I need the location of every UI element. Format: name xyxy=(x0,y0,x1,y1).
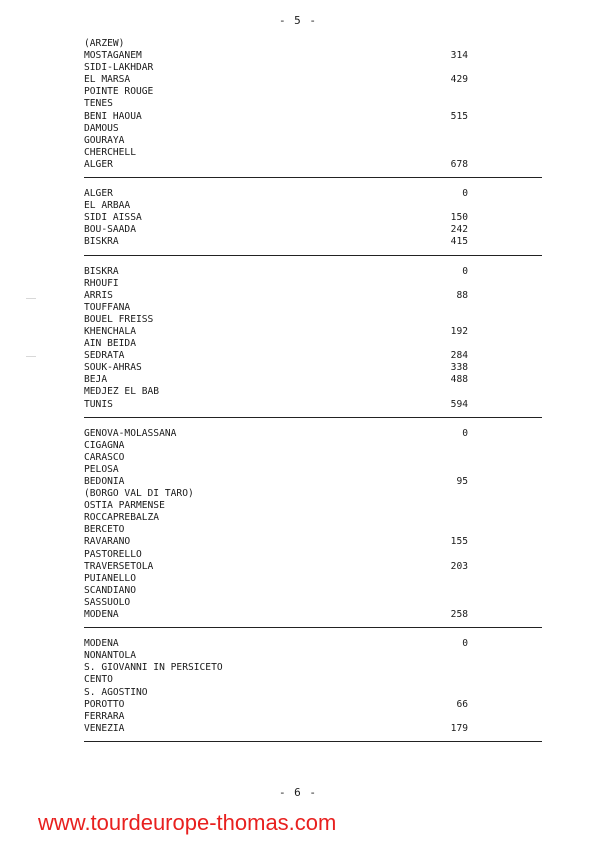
route-entry xyxy=(84,476,542,488)
route-entry xyxy=(84,699,542,711)
place-name: FERRARA xyxy=(84,710,125,722)
place-name: CHERCHELL xyxy=(84,146,136,158)
scan-mark xyxy=(26,298,36,299)
route-entry xyxy=(84,188,542,200)
distance-km: 0 xyxy=(462,638,468,650)
distance-km: 203 xyxy=(450,560,468,572)
distance-km: 95 xyxy=(456,476,468,487)
route-entry xyxy=(84,266,542,278)
route-entry xyxy=(84,573,542,585)
distance-km: 0 xyxy=(462,188,468,200)
route-entry xyxy=(84,236,542,248)
route-entry xyxy=(84,147,542,159)
place-name: PASTORELLO xyxy=(84,548,142,560)
section-divider xyxy=(84,255,542,256)
route-entry xyxy=(84,524,542,536)
route-section xyxy=(84,266,542,411)
place-name: SIDI AISSA xyxy=(84,212,142,224)
page-number-top: - 5 - xyxy=(278,14,318,27)
website-url[interactable]: www.tourdeurope-thomas.com xyxy=(38,810,337,835)
route-entry xyxy=(84,488,542,500)
place-name: MODENA xyxy=(84,638,119,650)
route-entry xyxy=(84,290,542,302)
distance-km: 314 xyxy=(450,50,468,62)
distance-km: 515 xyxy=(450,110,468,122)
route-entry xyxy=(84,98,542,110)
route-entry xyxy=(84,224,542,236)
route-entry xyxy=(84,464,542,476)
distance-km: 150 xyxy=(450,212,468,224)
route-entry xyxy=(84,500,542,512)
place-name: MEDJEZ EL BAB xyxy=(84,386,160,398)
route-entry xyxy=(84,111,542,123)
route-entry xyxy=(84,536,542,548)
route-entry xyxy=(84,74,542,86)
route-entry xyxy=(84,135,542,147)
distance-km: 0 xyxy=(462,265,468,277)
route-section xyxy=(84,428,542,622)
place-name: PELOSA xyxy=(84,463,119,475)
route-entry xyxy=(84,609,542,621)
route-entry xyxy=(84,561,542,573)
place-name: AIN BEIDA xyxy=(84,338,136,350)
route-entry xyxy=(84,674,542,686)
distance-km: 594 xyxy=(450,398,468,410)
route-entry xyxy=(84,338,542,350)
place-name: EL MARSA xyxy=(84,74,131,86)
route-entry xyxy=(84,362,542,374)
route-section xyxy=(84,38,542,171)
place-name: SIDI-LAKHDAR xyxy=(84,62,154,74)
place-name: TOUFFANA xyxy=(84,301,131,313)
section-divider xyxy=(84,741,542,742)
distance-km: 192 xyxy=(450,325,468,337)
distance-km: 258 xyxy=(450,609,468,621)
route-entry xyxy=(84,386,542,398)
place-name: CENTO xyxy=(84,674,113,686)
route-entry xyxy=(84,302,542,314)
place-name: MODENA xyxy=(84,609,119,621)
distance-km: 338 xyxy=(450,362,468,374)
page-number-bottom: - 6 - xyxy=(278,786,318,799)
place-name: BISKRA xyxy=(84,236,119,248)
section-divider xyxy=(84,177,542,178)
route-entry xyxy=(84,314,542,326)
place-name: GOURAYA xyxy=(84,134,125,146)
place-name: SOUK-AHRAS xyxy=(84,362,142,374)
route-entry xyxy=(84,374,542,386)
place-name: DAMOUS xyxy=(84,122,119,134)
route-entry xyxy=(84,350,542,362)
place-name: ROCCAPREBALZA xyxy=(84,512,160,524)
place-name: TUNIS xyxy=(84,398,113,410)
place-name: TENES xyxy=(84,98,113,110)
distance-km: 429 xyxy=(450,74,468,86)
place-name: TRAVERSETOLA xyxy=(84,560,154,572)
place-name: RHOUFI xyxy=(84,277,119,289)
place-name: SCANDIANO xyxy=(84,584,136,596)
route-entry xyxy=(84,687,542,699)
route-entry xyxy=(84,512,542,524)
distance-km: 88 xyxy=(456,289,468,301)
route-entry xyxy=(84,711,542,723)
route-entry xyxy=(84,38,542,50)
place-name: S. AGOSTINO xyxy=(84,686,148,698)
route-entry xyxy=(84,723,542,735)
route-section xyxy=(84,188,542,248)
distance-km: 415 xyxy=(450,236,468,248)
distance-km: 155 xyxy=(450,536,468,548)
route-entry xyxy=(84,86,542,98)
route-entry xyxy=(84,662,542,674)
route-entry xyxy=(84,50,542,62)
route-entry xyxy=(84,399,542,411)
route-entry xyxy=(84,200,542,212)
route-entry xyxy=(84,638,542,650)
place-name: ALGER xyxy=(84,188,113,200)
place-name: (BORGO VAL DI TARO) xyxy=(84,488,194,500)
route-entry xyxy=(84,62,542,74)
route-entry xyxy=(84,549,542,561)
place-name: GENOVA-MOLASSANA xyxy=(84,427,177,439)
place-name: BISKRA xyxy=(84,265,119,277)
route-entry xyxy=(84,159,542,171)
route-entry xyxy=(84,278,542,290)
place-name: MOSTAGANEM xyxy=(84,50,142,62)
distance-km: 242 xyxy=(450,224,468,236)
place-name: BENI HAOUA xyxy=(84,110,142,122)
place-name: POINTE ROUGE xyxy=(84,86,154,98)
place-name: SASSUOLO xyxy=(84,596,131,608)
route-entry xyxy=(84,123,542,135)
place-name: BEJA xyxy=(84,374,108,386)
route-entry xyxy=(84,452,542,464)
section-divider xyxy=(84,627,542,628)
route-entry xyxy=(84,597,542,609)
route-section xyxy=(84,638,542,735)
route-entry xyxy=(84,650,542,662)
route-entry xyxy=(84,326,542,338)
itinerary-table xyxy=(84,38,542,752)
place-name: ARRIS xyxy=(84,289,113,301)
place-name: RAVARANO xyxy=(84,536,131,548)
distance-km: 488 xyxy=(450,374,468,386)
place-name: KHENCHALA xyxy=(84,325,136,337)
place-name: SEDRATA xyxy=(84,350,125,362)
place-name: OSTIA PARMENSE xyxy=(84,500,165,512)
distance-km: 179 xyxy=(450,722,468,734)
route-entry xyxy=(84,440,542,452)
distance-km: 678 xyxy=(450,158,468,170)
distance-km: 284 xyxy=(450,350,468,362)
route-entry xyxy=(84,428,542,440)
place-name: POROTTO xyxy=(84,698,125,710)
place-name: (ARZEW) xyxy=(84,38,125,49)
place-name: BEDONIA xyxy=(84,476,125,487)
route-entry xyxy=(84,585,542,597)
distance-km: 0 xyxy=(462,427,468,439)
place-name: PUIANELLO xyxy=(84,572,136,584)
place-name: ALGER xyxy=(84,158,113,170)
place-name: BOUEL FREISS xyxy=(84,313,154,325)
section-divider xyxy=(84,417,542,418)
place-name: CIGAGNA xyxy=(84,439,125,451)
place-name: EL ARBAA xyxy=(84,200,131,212)
place-name: CARASCO xyxy=(84,451,125,463)
place-name: NONANTOLA xyxy=(84,650,136,662)
place-name: BERCETO xyxy=(84,524,125,536)
place-name: BOU-SAADA xyxy=(84,224,136,236)
distance-km: 66 xyxy=(456,698,468,710)
route-entry xyxy=(84,212,542,224)
place-name: VENEZIA xyxy=(84,722,125,734)
place-name: S. GIOVANNI IN PERSICETO xyxy=(84,662,223,674)
scan-mark xyxy=(26,356,36,357)
